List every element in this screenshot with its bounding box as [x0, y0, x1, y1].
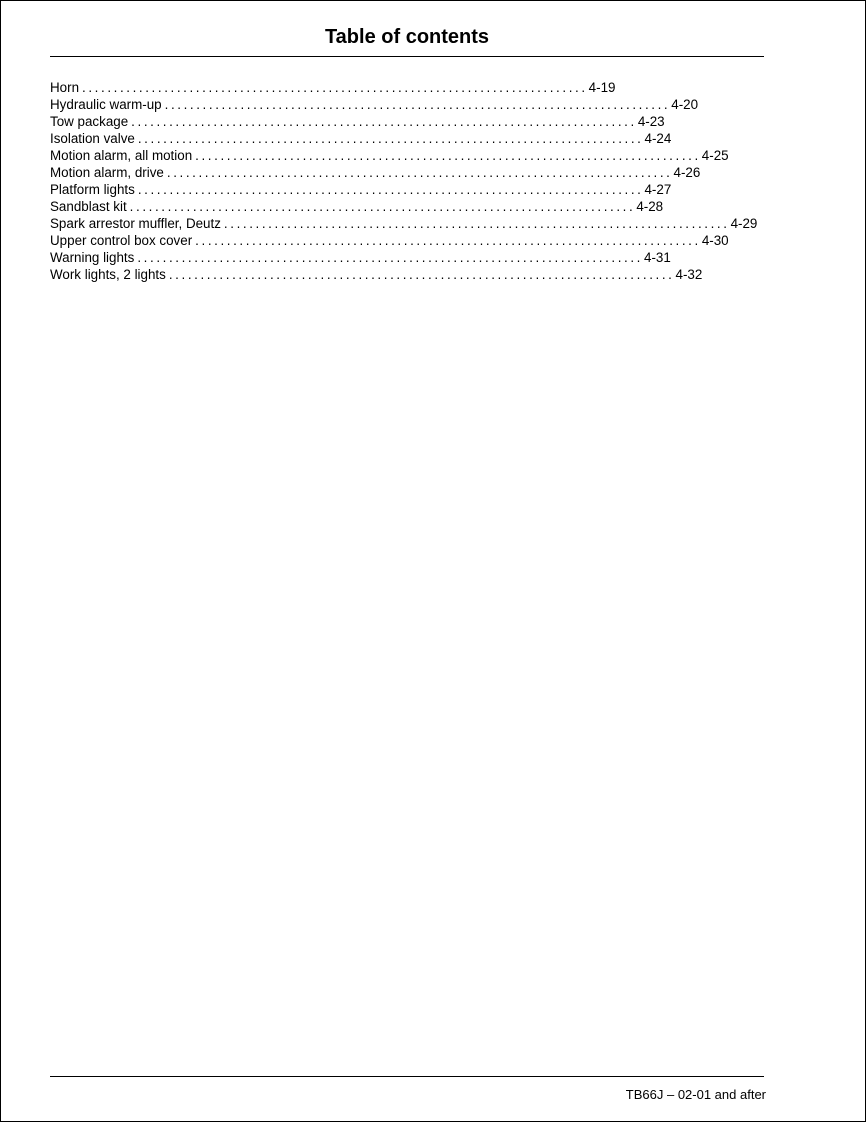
toc-entry-label: Horn — [50, 80, 80, 95]
toc-entry-label: Warning lights — [50, 250, 135, 265]
toc-entry-label: Upper control box cover — [50, 233, 193, 248]
toc-dot-leader: ................................................................................ — [164, 97, 671, 112]
toc-entry-label: Hydraulic warm-up — [50, 97, 162, 112]
toc-entry-label: Motion alarm, drive — [50, 165, 164, 180]
toc-dot-leader: ................................................................................ — [131, 114, 637, 129]
toc-entry-page: 4-19 — [588, 80, 616, 95]
toc-entry[interactable] — [50, 79, 616, 96]
toc-dot-leader: ................................................................................ — [129, 199, 636, 214]
toc-entry[interactable] — [50, 113, 665, 130]
toc-entry-page: 4-28 — [636, 199, 664, 214]
toc-entry-page: 4-26 — [673, 165, 701, 180]
toc-entry-label: Motion alarm, all motion — [50, 148, 193, 163]
toc-dot-leader: ................................................................................ — [82, 80, 588, 95]
toc-dot-leader: ................................................................................ — [137, 182, 644, 197]
toc-entry[interactable] — [50, 266, 703, 283]
toc-entry-label: Sandblast kit — [50, 199, 127, 214]
toc-entry-label: Isolation valve — [50, 131, 135, 146]
toc-entry-page: 4-27 — [644, 182, 672, 197]
toc-entry-label: Platform lights — [50, 182, 135, 197]
toc-entry[interactable] — [50, 181, 672, 198]
footer-rule — [50, 1076, 764, 1077]
toc-entry[interactable] — [50, 232, 729, 249]
toc-dot-leader: ................................................................................ — [137, 131, 644, 146]
toc-dot-leader: ................................................................................ — [137, 250, 643, 265]
toc-entry-label: Work lights, 2 lights — [50, 267, 166, 282]
toc-entry-label: Spark arrestor muffler, Deutz — [50, 216, 221, 231]
toc-entry[interactable] — [50, 215, 758, 232]
toc-entry-page: 4-30 — [701, 233, 729, 248]
toc-entry-page: 4-20 — [671, 97, 699, 112]
toc-dot-leader: ................................................................................ — [166, 165, 673, 180]
toc-dot-leader: ................................................................................ — [223, 216, 730, 231]
toc-dot-leader: ................................................................................ — [195, 148, 701, 163]
header-rule — [50, 56, 764, 57]
toc-dot-leader: ................................................................................ — [195, 233, 701, 248]
toc-entry-page: 4-29 — [730, 216, 758, 231]
toc-list — [50, 79, 758, 283]
toc-entry[interactable] — [50, 164, 701, 181]
toc-entry-page: 4-24 — [644, 131, 672, 146]
toc-entry[interactable] — [50, 198, 664, 215]
toc-entry-page: 4-31 — [644, 250, 671, 265]
toc-entry-page: 4-32 — [675, 267, 703, 282]
footer-text: TB66J – 02-01 and after — [625, 1087, 766, 1102]
toc-entry-page: 4-23 — [637, 114, 665, 129]
page-title: Table of contents — [324, 26, 490, 48]
toc-dot-leader: ................................................................................ — [168, 267, 675, 282]
toc-entry-label: Tow package — [50, 114, 129, 129]
toc-entry-page: 4-25 — [701, 148, 729, 163]
toc-entry[interactable] — [50, 249, 671, 266]
toc-entry[interactable] — [50, 130, 672, 147]
toc-entry[interactable] — [50, 96, 699, 113]
toc-entry[interactable] — [50, 147, 729, 164]
